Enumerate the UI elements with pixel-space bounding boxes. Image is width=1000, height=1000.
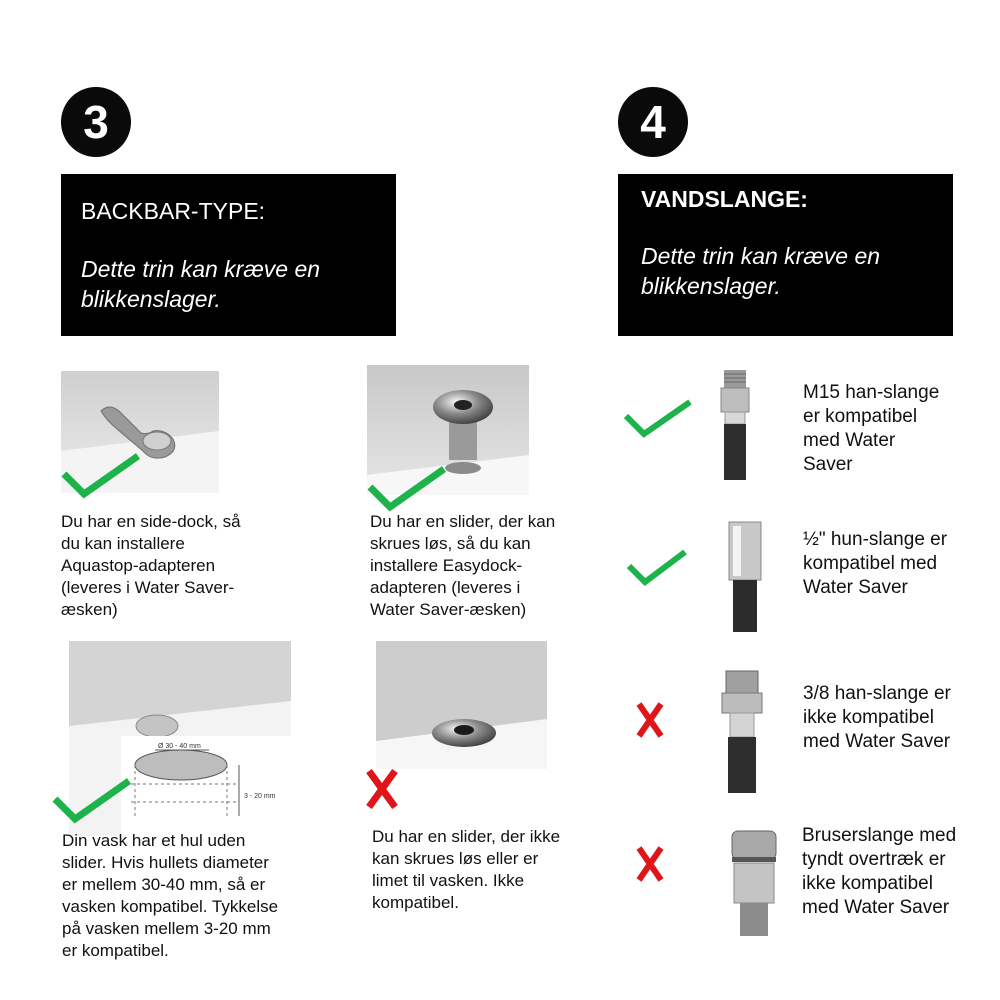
caption-line: Saver [803, 454, 853, 475]
caption-line: ikke kompatibel [803, 707, 934, 728]
caption-line: med Water Saver [803, 731, 951, 752]
caption-sink-hole [62, 830, 342, 962]
three-eighths-male-hose-photo [678, 647, 806, 793]
caption-line: på vasken mellem 3-20 mm [62, 919, 271, 938]
caption-m15-hose [803, 381, 993, 477]
caption-line: Du har en slider, der ikke [372, 827, 561, 846]
caption-glued-slider [372, 826, 612, 914]
caption-slider [370, 511, 610, 621]
caption-line: kan skrues løs eller er [372, 849, 539, 868]
caption-line: er kompatibel. [62, 941, 169, 960]
caption-line: vasken kompatibel. Tykkelse [62, 897, 279, 916]
caption-line: slider. Hvis hullets diameter [62, 853, 269, 872]
caption-line: installere Easydock- [370, 556, 523, 575]
caption-line: Din vask har et hul uden [62, 831, 246, 850]
check-icon [622, 396, 694, 442]
half-inch-female-hose-photo [705, 480, 805, 632]
caption-shower-hose [802, 824, 992, 920]
check-icon [366, 463, 448, 515]
backbar-type-title: BACKBAR-TYPE: [81, 198, 266, 224]
caption-line: er kompatibel [803, 406, 918, 427]
backbar-type-header [61, 174, 396, 336]
caption-line: Aquastop-adapteren [61, 556, 216, 575]
caption-line: skrues løs, så du kan [370, 534, 531, 553]
caption-line: tyndt overtræk er [802, 849, 946, 870]
caption-line: ikke kompatibel [802, 873, 933, 894]
caption-line: Du har en side-dock, så [61, 512, 241, 531]
caption-side-dock [61, 511, 301, 621]
caption-line: æsken) [61, 600, 118, 619]
caption-line: kompatibel med [803, 553, 938, 574]
caption-line: limet til vasken. Ikke [372, 871, 525, 890]
caption-line: ½" hun-slange er [803, 529, 948, 550]
caption-line: Du har en slider, der kan [370, 512, 556, 531]
vandslange-header [618, 174, 953, 336]
backbar-type-subtitle-2: blikkenslager. [81, 286, 221, 312]
glued-slider-photo [376, 641, 547, 769]
caption-line: er mellem 30-40 mm, så er [62, 875, 266, 894]
step-3-badge: 3 [61, 87, 131, 157]
diameter-label: Ø 30 - 40 mm [158, 743, 201, 750]
check-icon [51, 775, 133, 827]
m15-male-hose-photo [700, 368, 770, 480]
caption-line: (leveres i Water Saver- [61, 578, 235, 597]
cross-icon [636, 845, 664, 883]
caption-line: Water Saver-æsken) [370, 600, 527, 619]
vandslange-subtitle-2: blikkenslager. [641, 273, 781, 299]
caption-line: kompatibel. [372, 893, 459, 912]
check-icon [60, 450, 142, 502]
caption-line: 3/8 han-slange er [803, 683, 951, 704]
caption-line: adapteren (leveres i [370, 578, 521, 597]
caption-line: med Water Saver [802, 897, 950, 918]
cross-icon [365, 768, 399, 810]
cross-icon [636, 701, 664, 739]
vandslange-title: VANDSLANGE: [641, 186, 808, 212]
caption-line: M15 han-slange [803, 382, 940, 403]
thickness-label: 3 - 20 mm [244, 793, 276, 800]
caption-line: Water Saver [803, 577, 908, 598]
caption-line: Bruserslange med [802, 825, 957, 846]
check-icon [625, 546, 689, 590]
shower-hose-photo [690, 801, 818, 936]
caption-half-inch-hose [803, 528, 993, 600]
backbar-type-subtitle-1: Dette trin kan kræve en [81, 256, 321, 282]
vandslange-subtitle-1: Dette trin kan kræve en [641, 243, 881, 269]
caption-line: med Water [803, 430, 896, 451]
caption-line: du kan installere [61, 534, 185, 553]
caption-three-eighths-hose [803, 682, 993, 754]
step-4-badge: 4 [618, 87, 688, 157]
